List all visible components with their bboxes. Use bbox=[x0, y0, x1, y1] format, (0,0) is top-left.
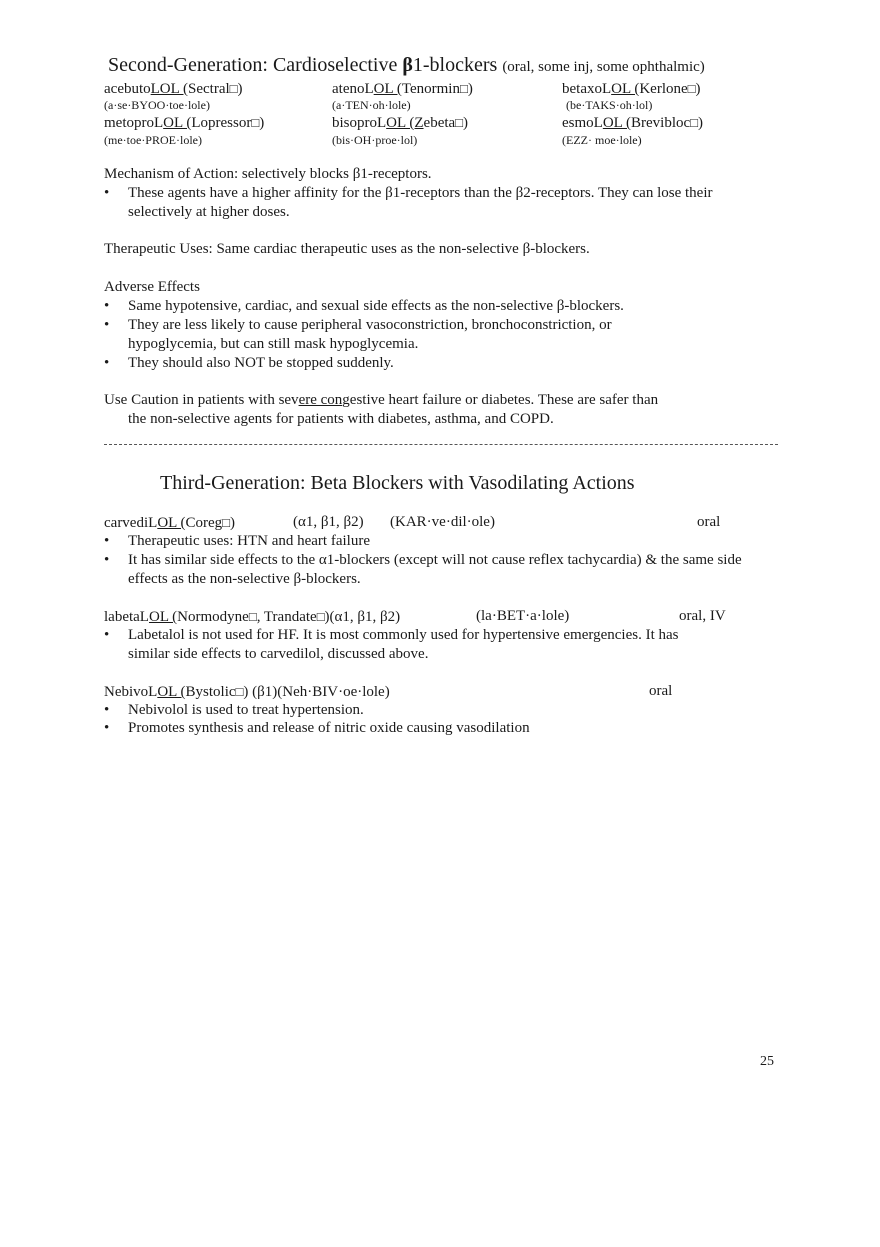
list-item bbox=[104, 184, 724, 222]
receptors-carvedilol: (α1, β1, β2) bbox=[293, 514, 364, 530]
drug-name-underlined: OL (Z bbox=[386, 115, 424, 131]
drug-name-underlined: OL ( bbox=[148, 609, 178, 625]
drug-name-underlined: OL ( bbox=[611, 81, 640, 97]
bullet-icon: • bbox=[104, 720, 110, 736]
heading-tail: 1-blockers bbox=[412, 54, 498, 76]
drug-name-underlined: OL ( bbox=[602, 115, 632, 131]
brand-name: Kerlone bbox=[639, 81, 688, 97]
moa-label: Mechanism of Action: selectively blocks β1-receptors. bbox=[104, 166, 432, 182]
brand-name: Coreg bbox=[185, 515, 223, 531]
beta-symbol: β bbox=[402, 54, 413, 76]
drug-labetalol bbox=[104, 607, 400, 627]
route-carvedilol: oral bbox=[697, 514, 721, 530]
trademark-box: □ bbox=[235, 684, 244, 699]
pronunciation-esmolol: (EZZ· moe·lole) bbox=[562, 133, 642, 147]
bullet-icon: • bbox=[104, 702, 110, 718]
drug-name-prefix: esmoL bbox=[562, 115, 603, 131]
bullet-icon: • bbox=[104, 355, 110, 371]
drug-name-underlined: OL ( bbox=[163, 115, 192, 131]
section-divider bbox=[104, 444, 778, 445]
drug-name-prefix: carvediL bbox=[104, 515, 158, 531]
list-item bbox=[104, 532, 724, 551]
close-paren: ) bbox=[698, 115, 704, 131]
brand-name-2: , Trandate bbox=[256, 609, 317, 625]
close-paren: ) bbox=[467, 81, 473, 97]
caution-text: Use Caution in patients with sev bbox=[104, 392, 299, 408]
section-heading-second-generation bbox=[108, 54, 705, 77]
close-paren: ) bbox=[324, 609, 330, 625]
brand-name: Normodyne bbox=[177, 609, 249, 625]
adverse-effects-label: Adverse Effects bbox=[104, 279, 200, 295]
drug-name-underlined: LOL ( bbox=[150, 81, 188, 97]
bullet-text: Nebivolol is used to treat hypertension. bbox=[128, 702, 364, 718]
therapeutic-uses: Therapeutic Uses: Same cardiac therapeutic uses as the non-selective β-blockers. bbox=[104, 241, 590, 257]
list-item bbox=[104, 354, 724, 373]
route-labetalol: oral, IV bbox=[679, 608, 726, 624]
list-item bbox=[104, 626, 704, 664]
brand-name: Bystolic bbox=[185, 684, 236, 700]
brand-name: ebeta bbox=[423, 115, 456, 131]
close-paren: ) bbox=[259, 115, 265, 131]
pronunciation-atenolol: (a·TEN·oh·lole) bbox=[332, 98, 411, 112]
drug-name-prefix: metoproL bbox=[104, 115, 164, 131]
close-paren: ) bbox=[243, 684, 249, 700]
brand-name: Brevibloc bbox=[631, 115, 691, 131]
drug-name-prefix: labetaL bbox=[104, 609, 149, 625]
trademark-box: □ bbox=[222, 515, 231, 530]
pronunciation-metoprolol: (me·toe·PROE·lole) bbox=[104, 133, 202, 147]
drug-name-prefix: bisoproL bbox=[332, 115, 387, 131]
pronunciation-bisoprolol: (bis·OH·proe·lol) bbox=[332, 133, 418, 147]
pronunciation-carvedilol: (KAR·ve·dil·ole) bbox=[390, 514, 495, 530]
bullet-icon: • bbox=[104, 185, 110, 201]
bullet-icon: • bbox=[104, 298, 110, 314]
caution-line-2: the non-selective agents for patients with diabetes, asthma, and COPD. bbox=[128, 411, 554, 427]
drug-name-prefix: atenoL bbox=[332, 81, 374, 97]
bullet-text: They are less likely to cause peripheral vasoconstriction, bronchoconstriction, or hypoglycemia, but can still mask hypoglycemia. bbox=[128, 317, 612, 352]
drug-nebivolol bbox=[104, 682, 390, 702]
close-paren: ) bbox=[463, 115, 469, 131]
brand-name: Lopressor bbox=[191, 115, 252, 131]
close-paren: ) bbox=[695, 81, 701, 97]
bullet-text: Labetalol is not used for HF. It is most commonly used for hypertensive emergencies. It has similar side effects to carvedilol, discussed above. bbox=[128, 627, 679, 662]
list-item bbox=[104, 316, 664, 354]
receptors-nebivolol: (β1) bbox=[252, 684, 278, 700]
drug-name-underlined: OL ( bbox=[157, 684, 186, 700]
route-nebivolol: oral bbox=[649, 683, 673, 699]
brand-name: Tenormin bbox=[401, 81, 460, 97]
page-number: 25 bbox=[760, 1054, 774, 1069]
heading-subtitle: (oral, some inj, some ophthalmic) bbox=[502, 59, 705, 75]
pronunciation-nebivolol: (Neh·BIV·oe·lole) bbox=[277, 684, 390, 700]
trademark-box: □ bbox=[316, 609, 325, 624]
drug-name-prefix: betaxoL bbox=[562, 81, 612, 97]
pronunciation-betaxolol: (be·TAKS·oh·lol) bbox=[566, 98, 653, 112]
list-item bbox=[104, 297, 724, 316]
list-item bbox=[104, 551, 744, 589]
bullet-text: It has similar side effects to the α1-blockers (except will not cause reflex tachycardia) & the same side effects as the non-selective β-blockers. bbox=[128, 552, 742, 587]
trademark-box: □ bbox=[251, 115, 260, 130]
trademark-box: □ bbox=[455, 115, 464, 130]
heading-text: Second-Generation: Cardioselective bbox=[108, 54, 403, 76]
receptors-labetalol: (α1, β1, β2) bbox=[329, 609, 401, 625]
pronunciation-labetalol: (la·BET·a·lole) bbox=[476, 608, 570, 624]
drug-atenolol bbox=[332, 79, 473, 99]
drug-acebutolol bbox=[104, 79, 243, 99]
drug-esmolol bbox=[562, 113, 703, 133]
list-item bbox=[104, 701, 724, 720]
pronunciation-acebutolol: (a·se·BYOO·toe·lole) bbox=[104, 98, 210, 112]
list-item bbox=[104, 719, 724, 738]
close-paren: ) bbox=[230, 515, 236, 531]
trademark-box: □ bbox=[229, 81, 238, 96]
bullet-text: Promotes synthesis and release of nitric oxide causing vasodilation bbox=[128, 720, 530, 736]
bullet-icon: • bbox=[104, 627, 110, 643]
drug-name-underlined: OL ( bbox=[373, 81, 402, 97]
drug-name-prefix: NebivoL bbox=[104, 684, 158, 700]
bullet-icon: • bbox=[104, 317, 110, 333]
drug-betaxolol bbox=[562, 79, 701, 99]
trademark-box: □ bbox=[690, 115, 699, 130]
caution-underlined: ere con bbox=[298, 392, 343, 408]
drug-carvedilol bbox=[104, 513, 235, 533]
close-paren: ) bbox=[237, 81, 243, 97]
drug-bisoprolol bbox=[332, 113, 468, 133]
section-heading-third-generation: Third-Generation: Beta Blockers with Vasodilating Actions bbox=[160, 472, 635, 494]
drug-metoprolol bbox=[104, 113, 264, 133]
bullet-text: Therapeutic uses: HTN and heart failure bbox=[128, 533, 370, 549]
trademark-box: □ bbox=[687, 81, 696, 96]
bullet-text: Same hypotensive, cardiac, and sexual side effects as the non-selective β-blockers. bbox=[128, 298, 624, 314]
brand-name: Sectral bbox=[188, 81, 230, 97]
caution-line-1 bbox=[104, 391, 658, 410]
drug-name-prefix: acebuto bbox=[104, 81, 151, 97]
bullet-text: They should also NOT be stopped suddenly. bbox=[128, 355, 394, 371]
trademark-box: □ bbox=[248, 609, 257, 624]
trademark-box: □ bbox=[459, 81, 468, 96]
bullet-icon: • bbox=[104, 533, 110, 549]
bullet-icon: • bbox=[104, 552, 110, 568]
drug-name-underlined: OL ( bbox=[157, 515, 186, 531]
caution-text-tail: gestive heart failure or diabetes. These are safer than bbox=[342, 392, 659, 408]
bullet-text: These agents have a higher affinity for the β1-receptors than the β2-receptors. They can lose their selectively at higher doses. bbox=[128, 185, 713, 220]
